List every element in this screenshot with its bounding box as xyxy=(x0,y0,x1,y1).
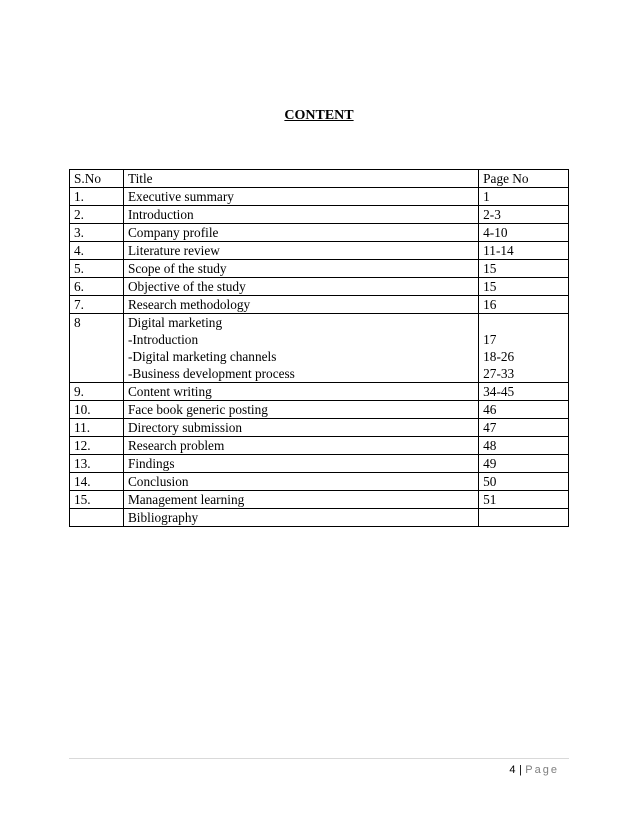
table-row xyxy=(70,224,569,242)
row-title: Content writing xyxy=(123,383,478,401)
row-title: Findings xyxy=(123,455,478,473)
row-sno: 10. xyxy=(70,401,124,419)
header-page: Page No xyxy=(479,170,569,188)
table-row xyxy=(70,314,569,383)
row-sno: 9. xyxy=(70,383,124,401)
row-title: Research methodology xyxy=(123,296,478,314)
table-row xyxy=(70,296,569,314)
subitem-page: 18-26 xyxy=(483,349,515,364)
row-page: 15 xyxy=(479,278,569,296)
row-sno: 15. xyxy=(70,491,124,509)
row-title: Scope of the study xyxy=(123,260,478,278)
row-sno: 11. xyxy=(70,419,124,437)
row-page: 50 xyxy=(479,473,569,491)
row-sno: 7. xyxy=(70,296,124,314)
table-row xyxy=(70,206,569,224)
page-title: CONTENT xyxy=(284,108,354,123)
row-page: 49 xyxy=(479,455,569,473)
row-title: Objective of the study xyxy=(123,278,478,296)
row-page: 11-14 xyxy=(479,242,569,260)
row-sno: 2. xyxy=(70,206,124,224)
row-page: 2-3 xyxy=(479,206,569,224)
row-title: Executive summary xyxy=(123,188,478,206)
row-page: 34-45 xyxy=(479,383,569,401)
page-number: 4 xyxy=(509,764,516,776)
row-title: Conclusion xyxy=(123,473,478,491)
row-page: 4-10 xyxy=(479,224,569,242)
header-title: Title xyxy=(123,170,478,188)
row-sno: 1. xyxy=(70,188,124,206)
row-title: Face book generic posting xyxy=(123,401,478,419)
row-page xyxy=(479,509,569,527)
table-row xyxy=(70,419,569,437)
row-sno: 4. xyxy=(70,242,124,260)
row-sno: 6. xyxy=(70,278,124,296)
table-row xyxy=(70,278,569,296)
row-sno xyxy=(70,509,124,527)
row-page: 48 xyxy=(479,437,569,455)
table-row xyxy=(70,509,569,527)
row-page: 15 xyxy=(479,260,569,278)
row-title: Company profile xyxy=(123,224,478,242)
table-header-row xyxy=(70,170,569,188)
contents-table xyxy=(69,169,569,527)
row-sno: 12. xyxy=(70,437,124,455)
footer-page-label: Page xyxy=(525,764,559,776)
footer-separator: | xyxy=(518,764,523,776)
row-title: Management learning xyxy=(123,491,478,509)
header-sno: S.No xyxy=(70,170,124,188)
table-row xyxy=(70,455,569,473)
subitem-page: 17 xyxy=(483,332,497,347)
row-sno: 3. xyxy=(70,224,124,242)
table-row xyxy=(70,473,569,491)
row-page-spacer xyxy=(483,314,564,331)
footer-divider xyxy=(69,758,569,759)
subitem-title: -Introduction xyxy=(127,332,199,347)
row-page: 1 xyxy=(479,188,569,206)
row-page: 51 xyxy=(479,491,569,509)
subitem-page: 27-33 xyxy=(483,366,515,381)
table-row xyxy=(70,383,569,401)
row-sno: 14. xyxy=(70,473,124,491)
row-page xyxy=(479,314,569,383)
row-title: Literature review xyxy=(123,242,478,260)
row-title xyxy=(123,314,478,383)
table-row xyxy=(70,188,569,206)
table-row xyxy=(70,260,569,278)
row-title: Research problem xyxy=(123,437,478,455)
row-title: Bibliography xyxy=(123,509,478,527)
row-page: 16 xyxy=(479,296,569,314)
row-title: Introduction xyxy=(123,206,478,224)
table-row xyxy=(70,437,569,455)
row-title: Directory submission xyxy=(123,419,478,437)
table-row xyxy=(70,401,569,419)
table-row xyxy=(70,242,569,260)
row-sno: 5. xyxy=(70,260,124,278)
page-footer xyxy=(509,764,559,776)
row-sno: 13. xyxy=(70,455,124,473)
row-page: 47 xyxy=(479,419,569,437)
row-title-main: Digital marketing xyxy=(127,315,223,330)
subitem-title: -Business development process xyxy=(127,366,295,381)
row-sno: 8 xyxy=(70,314,124,383)
table-row xyxy=(70,491,569,509)
row-page: 46 xyxy=(479,401,569,419)
subitem-title: -Digital marketing channels xyxy=(127,349,277,364)
